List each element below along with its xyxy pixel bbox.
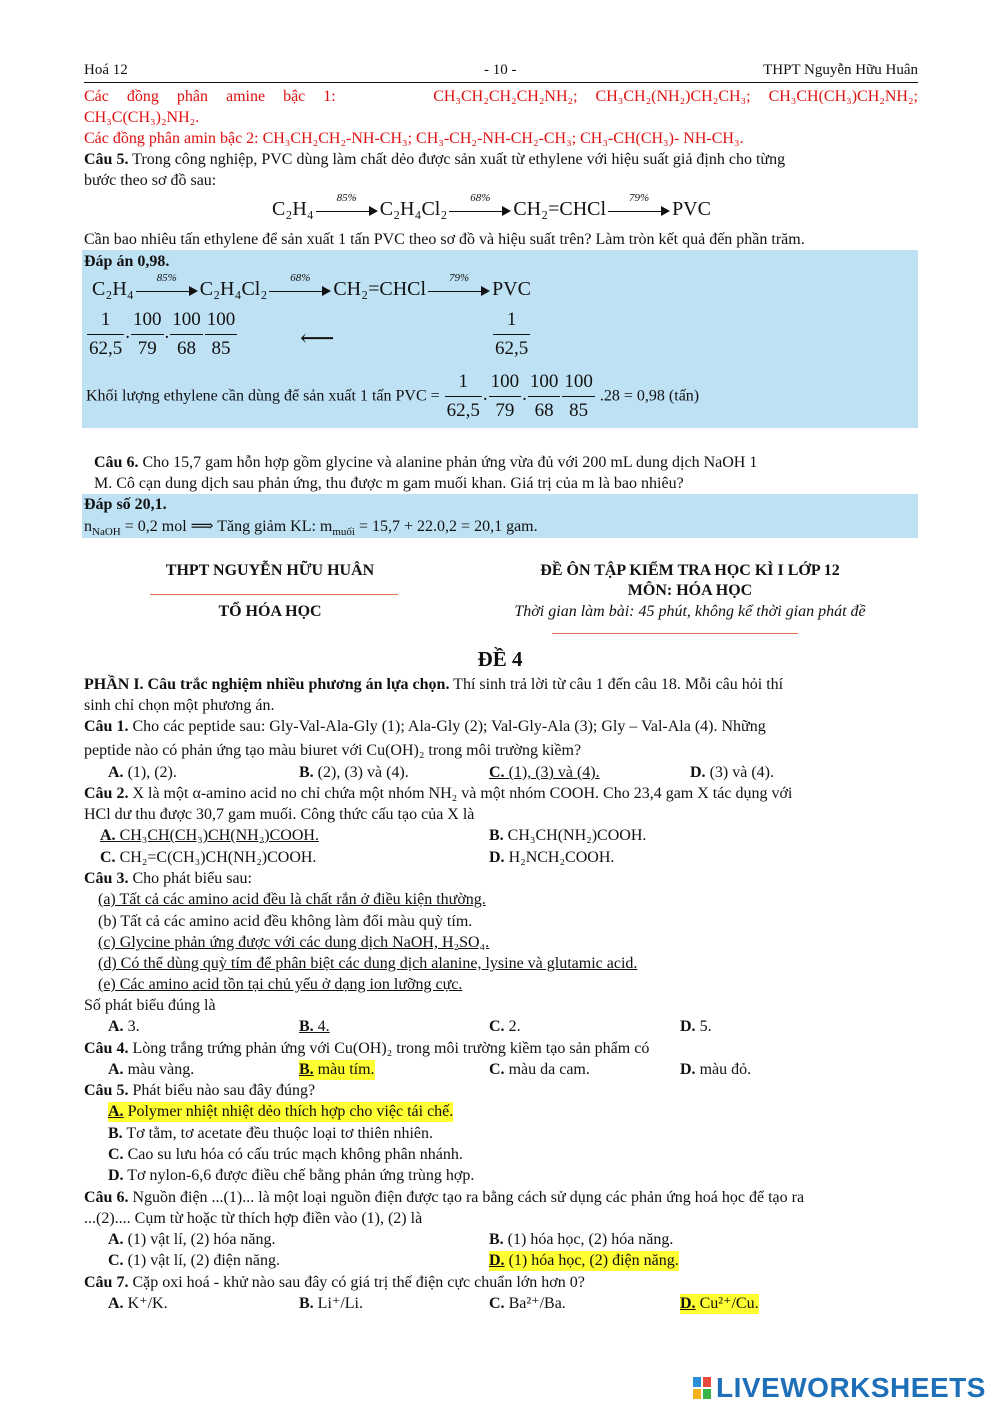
q5-text-2: bước theo sơ đồ sau: — [84, 172, 217, 189]
c5-option-c[interactable]: C. Cao su lưu hóa có cấu trúc mạch không phân nhánh. — [108, 1146, 463, 1163]
c1-option-c-correct[interactable]: C. (1), (3) và (4). — [489, 764, 600, 781]
q5-text-1: Câu 5. Trong công nghiệp, PVC dùng làm chất dẻo được sản xuất từ ethylene với hiệu suất giả định cho từng — [84, 151, 786, 168]
c1-option-d[interactable]: D. (3) và (4). — [690, 764, 774, 781]
watermark: LIVEWORKSHEETS — [716, 1372, 986, 1403]
mass-line: Khối lượng ethylene cần dùng để sản xuất 1 tấn PVC = $\frac{1}{62,5}$ . $\frac{100}{79}$ . $\frac{100}{68}$ $\frac{100}{85}$ .28 = 0,98 (tấn) — [86, 371, 700, 421]
school-name: THPT NGUYỄN HỮU HUÂN — [165, 562, 375, 579]
c3-option-c[interactable]: C. 2. — [489, 1018, 521, 1035]
header-left: Hoá 12 — [84, 62, 128, 78]
fraction-pvc: $\frac{1}{62,5}$ — [495, 309, 529, 359]
red-line-3: Các đồng phân amin bậc 2: CH₃CH₂CH₂-NH-CH₃; CH₃-CH₂-NH-CH₂-CH₃; CH₃-CH(CH₃)- NH-CH₃. — [84, 130, 744, 147]
c3-text-1: Câu 3. Cho phát biểu sau: — [84, 870, 252, 887]
c1-option-b[interactable]: B. (2), (3) và (4). — [299, 764, 409, 781]
c4-text-1: Câu 4. Lòng trắng trứng phản ứng với Cu(OH)₂ trong môi trường kiềm tạo sản phẩm có — [84, 1040, 650, 1057]
c7-option-c[interactable]: C. Ba²⁺/Ba. — [489, 1295, 566, 1312]
c2-option-d[interactable]: D. H₂NCH₂COOH. — [489, 849, 615, 866]
c4-option-a[interactable]: A. màu vàng. — [108, 1061, 195, 1078]
c2-option-b[interactable]: B. CH₃CH(NH₂)COOH. — [489, 827, 647, 844]
answer-scheme: C₂H₄ 85% C₂H₄Cl₂ 68% CH₂=CHCl 79% PVC — [92, 272, 531, 300]
arrow-3: 79% — [608, 203, 670, 217]
c7-option-d-correct[interactable]: D. Cu²⁺/Cu. — [680, 1295, 759, 1312]
c6-option-d-correct[interactable]: D. (1) hóa học, (2) điện năng. — [489, 1252, 679, 1269]
c5-text-1: Câu 5. Phát biểu nào sau đây đúng? — [84, 1082, 316, 1099]
header-right: THPT Nguyễn Hữu Huân — [763, 62, 918, 78]
c2-option-c[interactable]: C. CH₂=C(CH₃)CH(NH₂)COOH. — [100, 849, 317, 866]
c3-statement-b: (b) Tất cả các amino acid đều không làm đổi màu quỳ tím. — [98, 913, 473, 930]
c3-statement-e: (e) Các amino acid tồn tại chủ yếu ở dạng ion lưỡng cực. — [98, 976, 463, 993]
q6a-text-1: Câu 6. Cho 15,7 gam hỗn hợp gồm glycine và alanine phản ứng vừa đủ với 200 mL dung dịch NaOH 1 — [94, 454, 758, 471]
page-header — [84, 62, 918, 83]
c2-text-1: Câu 2. X là một α-amino acid no chỉ chứa một nhóm NH₂ và một nhóm COOH. Cho 23,4 gam X tác dụng với — [84, 785, 793, 802]
q5-answer-label: Đáp án 0,98. — [84, 253, 170, 270]
exam-code: ĐỀ 4 — [477, 647, 523, 671]
c3-option-b-correct[interactable]: B. 4. — [299, 1018, 330, 1035]
c3-option-a[interactable]: A. 3. — [108, 1018, 140, 1035]
c4-option-b-correct[interactable]: B. màu tím. — [299, 1061, 375, 1078]
c3-statement-d: (d) Có thể dùng quỳ tím để phân biệt các dung dịch alanine, lysine và glutamic acid. — [98, 955, 638, 972]
q6a-answer-line: $n_{NaOH} = 0,2$ mol ⟹ Tăng giảm KL: $m_{muối} = 15,7 + 22.0,2 = 20,1$ gam. — [84, 518, 538, 539]
q5-question: Cần bao nhiêu tấn ethylene để sản xuất 1 tấn PVC theo sơ đồ và hiệu suất trên? Làm tròn kết quả đến phần trăm. — [84, 231, 805, 248]
arrow-1: 85% — [316, 203, 378, 217]
red-line-1: Các đồng phân amine bậc 1: CH₃CH₂CH₂CH₂NH₂; CH₃CH₂(NH₂)CH₂CH₃; CH₃CH(CH₃)CH₂NH₂; — [84, 88, 918, 105]
c1-text-1: Câu 1. Cho các peptide sau: Gly-Val-Ala-Gly (1); Ala-Gly (2); Val-Gly-Ala (3); Gly – Val-Ala (4). Những — [84, 718, 766, 735]
reaction-scheme: C₂H₄ 85% C₂H₄Cl₂ 68% CH₂=CHCl 79% PVC — [272, 192, 711, 220]
back-arrow: ⟵ — [300, 326, 335, 352]
c7-option-a[interactable]: A. K⁺/K. — [108, 1295, 168, 1312]
c6-text-2: ...(2).... Cụm từ hoặc từ thích hợp điền vào (1), (2) là — [84, 1210, 423, 1227]
c6-option-c[interactable]: C. (1) vật lí, (2) điện năng. — [108, 1252, 280, 1269]
c6-option-b[interactable]: B. (1) hóa học, (2) hóa năng. — [489, 1231, 674, 1248]
c3-statement-c: (c) Glycine phản ứng được với các dung dịch NaOH, H₂SO₄. — [98, 934, 490, 951]
c6-text-1: Câu 6. Nguồn điện ...(1)... là một loại nguồn điện được tạo ra bằng cách sử dụng các phản ứng hoá học để tạo ra — [84, 1189, 805, 1206]
arrow-2: 68% — [449, 203, 511, 217]
c3-statement-a: (a) Tất cả các amino acid đều là chất rắn ở điều kiện thường. — [98, 891, 486, 908]
c3-text-2: Số phát biểu đúng là — [84, 997, 216, 1014]
liveworksheets-logo-icon — [692, 1376, 712, 1400]
c4-option-c[interactable]: C. màu da cam. — [489, 1061, 590, 1078]
c7-text-1: Câu 7. Cặp oxi hoá - khử nào sau đây có giá trị thế điện cực chuẩn lớn hơn 0? — [84, 1274, 585, 1291]
c1-text-2: peptide nào có phản ứng tạo màu biuret với Cu(OH)₂ trong môi trường kiềm? — [84, 742, 582, 759]
red-line-2: CH₃C(CH₃)₂NH₂. — [84, 109, 200, 126]
c1-option-a[interactable]: A. (1), (2). — [108, 764, 177, 781]
fraction-chain: $\frac{1}{62,5}$ . $\frac{100}{79}$ . $\frac{100}{68}$ $\frac{100}{85}$ — [89, 309, 236, 359]
c7-option-b[interactable]: B. Li⁺/Li. — [299, 1295, 363, 1312]
q6a-text-2: M. Cô cạn dung dịch sau phản ứng, thu được m gam muối khan. Giá trị của m là bao nhiêu? — [94, 475, 684, 492]
q6a-answer-label: Đáp số 20,1. — [84, 496, 167, 513]
c6-option-a[interactable]: A. (1) vật lí, (2) hóa năng. — [108, 1231, 276, 1248]
c3-option-d[interactable]: D. 5. — [680, 1018, 712, 1035]
exam-time: Thời gian làm bài: 45 phút, không kể thời gian phát đề — [514, 603, 866, 620]
page-number: - 10 - — [484, 62, 517, 78]
exam-subject: MÔN: HÓA HỌC — [627, 582, 753, 599]
part1-text: PHẦN I. Câu trắc nghiệm nhiều phương án lựa chọn. Thí sinh trả lời từ câu 1 đến câu 18. Mỗi câu hỏi thí — [84, 676, 784, 693]
c5-option-d[interactable]: D. Tơ nylon-6,6 được điều chế bằng phản ứng trùng hợp. — [108, 1167, 475, 1184]
c2-option-a-correct[interactable]: A. CH₃CH(CH₃)CH(NH₂)COOH. — [100, 827, 319, 844]
exam-title: ĐỀ ÔN TẬP KIỂM TRA HỌC KÌ I LỚP 12 — [540, 562, 840, 579]
time-underline — [552, 633, 798, 634]
school-underline — [150, 594, 398, 595]
c5-option-a-correct[interactable]: A. Polymer nhiệt nhiệt dẻo thích hợp cho việc tái chế. — [108, 1103, 454, 1120]
department: TỔ HÓA HỌC — [218, 603, 322, 620]
c2-text-2: HCl dư thu được 30,7 gam muối. Công thức cấu tạo của X là — [84, 806, 475, 823]
c4-option-d[interactable]: D. màu đỏ. — [680, 1061, 752, 1078]
c5-option-b[interactable]: B. Tơ tằm, tơ acetate đều thuộc loại tơ thiên nhiên. — [108, 1125, 434, 1142]
part1-text-2: sinh chỉ chọn một phương án. — [84, 697, 275, 714]
